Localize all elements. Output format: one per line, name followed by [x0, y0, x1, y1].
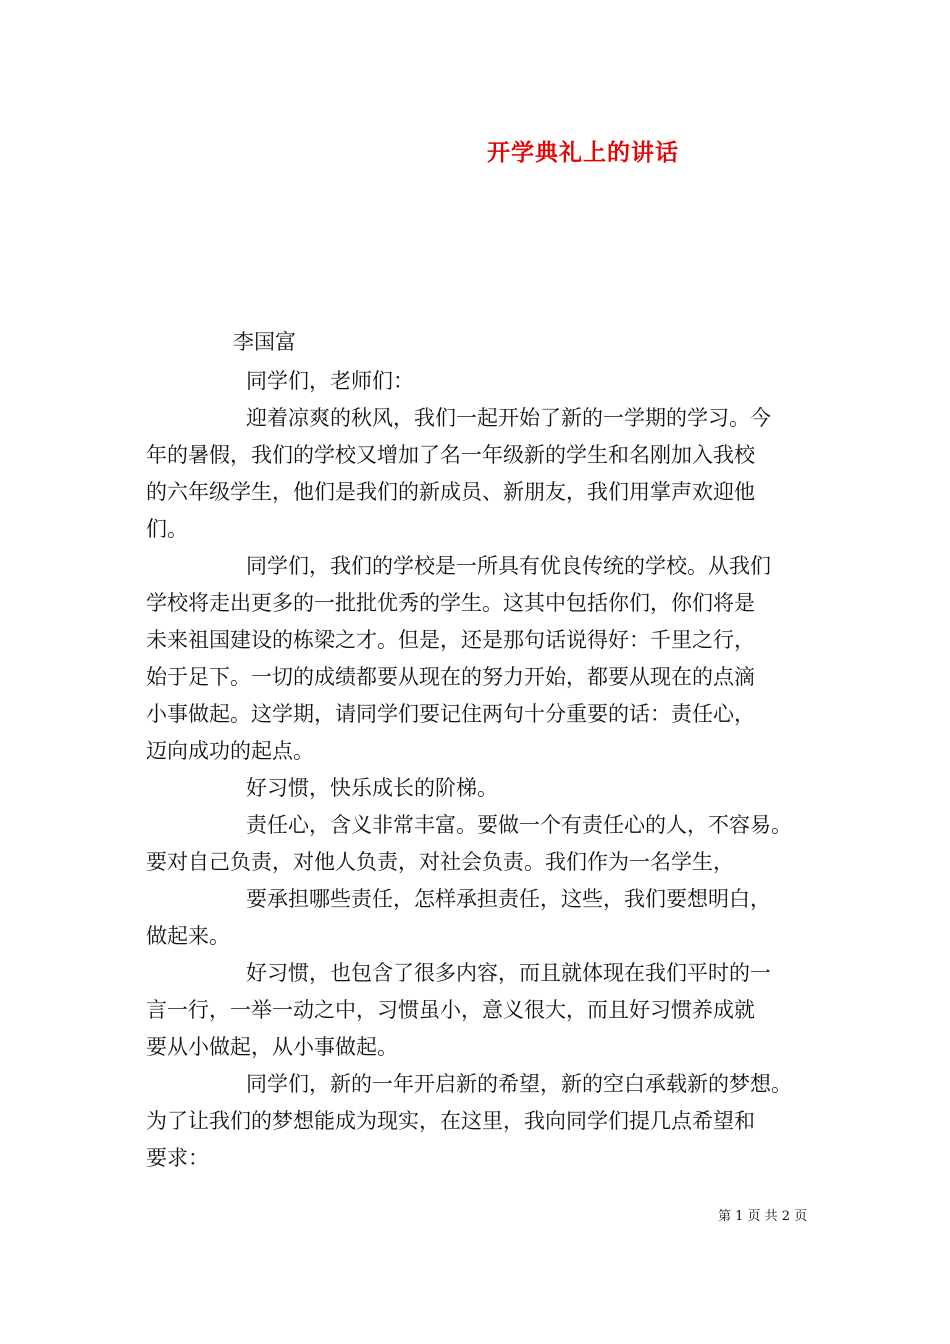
paragraph-line: 要从小做起，从小事做起。 — [146, 1035, 398, 1059]
paragraph-line: 责任心，含义非常丰富。要做一个有责任心的人，不容易。 — [246, 813, 792, 837]
paragraph-line: 的六年级学生，他们是我们的新成员、新朋友，我们用掌声欢迎他 — [146, 480, 755, 504]
paragraph-line: 好习惯，快乐成长的阶梯。 — [246, 776, 498, 800]
page-footer: 第 1 页 共 2 页 — [718, 1209, 808, 1224]
document-body — [146, 363, 826, 1177]
paragraph-line: 同学们，新的一年开启新的希望，新的空白承载新的梦想。 — [246, 1072, 792, 1096]
paragraph-line: 要承担哪些责任，怎样承担责任，这些，我们要想明白， — [246, 887, 771, 911]
paragraph-line: 迈向成功的起点。 — [146, 739, 314, 763]
paragraph-line: 做起来。 — [146, 924, 230, 948]
salutation-line: 同学们，老师们： — [246, 369, 414, 393]
paragraph-line: 言一行，一举一动之中，习惯虽小，意义很大，而且好习惯养成就 — [146, 998, 755, 1022]
paragraph-line: 要对自己负责，对他人负责，对社会负责。我们作为一名学生， — [146, 850, 734, 874]
paragraph-line: 学校将走出更多的一批批优秀的学生。这其中包括你们，你们将是 — [146, 591, 755, 615]
paragraph-line: 始于足下。一切的成绩都要从现在的努力开始，都要从现在的点滴 — [146, 665, 755, 689]
paragraph-line: 要求： — [146, 1146, 209, 1170]
document-title: 开学典礼上的讲话 — [487, 139, 679, 166]
paragraph-line: 迎着凉爽的秋风，我们一起开始了新的一学期的学习。今 — [246, 406, 771, 430]
paragraph-line: 年的暑假，我们的学校又增加了名一年级新的学生和名刚加入我校 — [146, 443, 755, 467]
author-name: 李国富 — [233, 330, 296, 354]
paragraph-line: 未来祖国建设的栋梁之才。但是，还是那句话说得好：千里之行， — [146, 628, 755, 652]
paragraph-line: 们。 — [146, 517, 188, 541]
paragraph-line: 同学们，我们的学校是一所具有优良传统的学校。从我们 — [246, 554, 771, 578]
paragraph-line: 小事做起。这学期，请同学们要记住两句十分重要的话：责任心， — [146, 702, 755, 726]
paragraph-line: 为了让我们的梦想能成为现实，在这里，我向同学们提几点希望和 — [146, 1109, 755, 1133]
paragraph-line: 好习惯，也包含了很多内容，而且就体现在我们平时的一 — [246, 961, 771, 985]
